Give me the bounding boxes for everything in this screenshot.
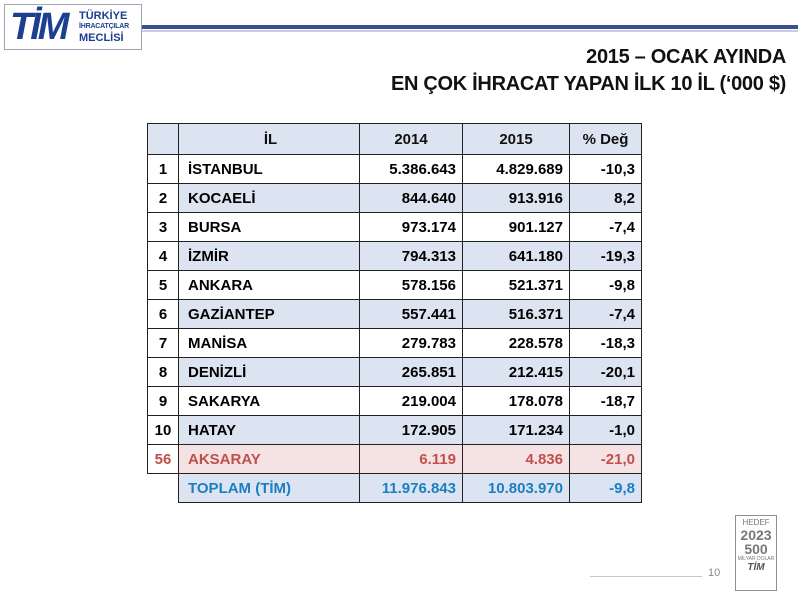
logo-mark: TİM <box>10 6 67 48</box>
aksaray-il: AKSARAY <box>179 445 360 474</box>
row-il: İZMİR <box>179 242 360 271</box>
row-pct: -9,8 <box>570 271 642 300</box>
aksaray-row <box>148 445 642 474</box>
row-2015: 171.234 <box>463 416 570 445</box>
row-pct: -18,7 <box>570 387 642 416</box>
row-2014: 578.156 <box>360 271 463 300</box>
row-2014: 172.905 <box>360 416 463 445</box>
row-pct: -1,0 <box>570 416 642 445</box>
row-il: MANİSA <box>179 329 360 358</box>
row-2015: 641.180 <box>463 242 570 271</box>
row-2015: 901.127 <box>463 213 570 242</box>
table-row <box>148 358 642 387</box>
row-rank: 9 <box>148 387 179 416</box>
row-2014: 844.640 <box>360 184 463 213</box>
row-pct: -7,4 <box>570 213 642 242</box>
total-rank-empty <box>148 474 179 503</box>
total-label: TOPLAM (TİM) <box>179 474 360 503</box>
header-2014: 2014 <box>360 124 463 155</box>
row-pct: -7,4 <box>570 300 642 329</box>
row-2015: 228.578 <box>463 329 570 358</box>
hedef-2023-badge <box>735 515 777 591</box>
row-2014: 794.313 <box>360 242 463 271</box>
row-2015: 178.078 <box>463 387 570 416</box>
row-pct: 8,2 <box>570 184 642 213</box>
aksaray-rank: 56 <box>148 445 179 474</box>
row-rank: 7 <box>148 329 179 358</box>
row-2014: 5.386.643 <box>360 155 463 184</box>
row-rank: 3 <box>148 213 179 242</box>
row-il: ANKARA <box>179 271 360 300</box>
row-2015: 4.829.689 <box>463 155 570 184</box>
row-rank: 10 <box>148 416 179 445</box>
row-2014: 973.174 <box>360 213 463 242</box>
table-row <box>148 242 642 271</box>
title-line-2: EN ÇOK İHRACAT YAPAN İLK 10 İL (‘000 $) <box>390 73 786 95</box>
row-2015: 212.415 <box>463 358 570 387</box>
row-pct: -19,3 <box>570 242 642 271</box>
header-2015: 2015 <box>463 124 570 155</box>
row-2014: 265.851 <box>360 358 463 387</box>
header-il: İL <box>179 124 360 155</box>
hedef-line-5: TİM <box>747 562 765 573</box>
table-row <box>148 300 642 329</box>
row-2014: 279.783 <box>360 329 463 358</box>
aksaray-2015: 4.836 <box>463 445 570 474</box>
tim-logo <box>4 4 142 50</box>
hedef-line-4: MİLYAR DOLAR <box>737 556 775 562</box>
slide-title <box>391 44 786 98</box>
header-pct: % Değ <box>570 124 642 155</box>
row-il: HATAY <box>179 416 360 445</box>
total-row <box>148 474 642 503</box>
logo-line-2: İHRACATÇILAR <box>79 23 129 30</box>
row-il: İSTANBUL <box>179 155 360 184</box>
table-row <box>148 329 642 358</box>
hedef-line-3: 500 <box>744 541 768 557</box>
header-rank <box>148 124 179 155</box>
row-il: SAKARYA <box>179 387 360 416</box>
row-pct: -20,1 <box>570 358 642 387</box>
table-row <box>148 271 642 300</box>
total-2014: 11.976.843 <box>360 474 463 503</box>
hedef-line-2: 2023 <box>740 527 772 543</box>
row-il: GAZİANTEP <box>179 300 360 329</box>
row-rank: 1 <box>148 155 179 184</box>
row-il: KOCAELİ <box>179 184 360 213</box>
row-rank: 4 <box>148 242 179 271</box>
hedef-line-1: HEDEF <box>742 518 770 527</box>
table-row <box>148 184 642 213</box>
row-rank: 2 <box>148 184 179 213</box>
row-2015: 516.371 <box>463 300 570 329</box>
export-table <box>147 123 642 503</box>
table-row <box>148 416 642 445</box>
page-number: 10 <box>708 567 721 579</box>
total-2015: 10.803.970 <box>463 474 570 503</box>
title-line-1: 2015 – OCAK AYINDA <box>586 46 786 68</box>
aksaray-pct: -21,0 <box>570 445 642 474</box>
table-row <box>148 155 642 184</box>
row-2014: 557.441 <box>360 300 463 329</box>
logo-wordmark <box>79 10 139 44</box>
table-row <box>148 213 642 242</box>
header-rule-accent <box>142 30 798 32</box>
logo-line-3: MECLİSİ <box>79 32 124 44</box>
aksaray-2014: 6.119 <box>360 445 463 474</box>
row-rank: 8 <box>148 358 179 387</box>
footer-rule <box>590 576 702 577</box>
row-2014: 219.004 <box>360 387 463 416</box>
row-pct: -18,3 <box>570 329 642 358</box>
row-il: DENİZLİ <box>179 358 360 387</box>
row-2015: 913.916 <box>463 184 570 213</box>
logo-line-1: TÜRKİYE <box>79 10 128 22</box>
row-pct: -10,3 <box>570 155 642 184</box>
table-row <box>148 387 642 416</box>
row-rank: 6 <box>148 300 179 329</box>
table-header-row <box>148 124 642 155</box>
header-rule <box>142 25 798 29</box>
total-pct: -9,8 <box>570 474 642 503</box>
row-2015: 521.371 <box>463 271 570 300</box>
row-rank: 5 <box>148 271 179 300</box>
row-il: BURSA <box>179 213 360 242</box>
